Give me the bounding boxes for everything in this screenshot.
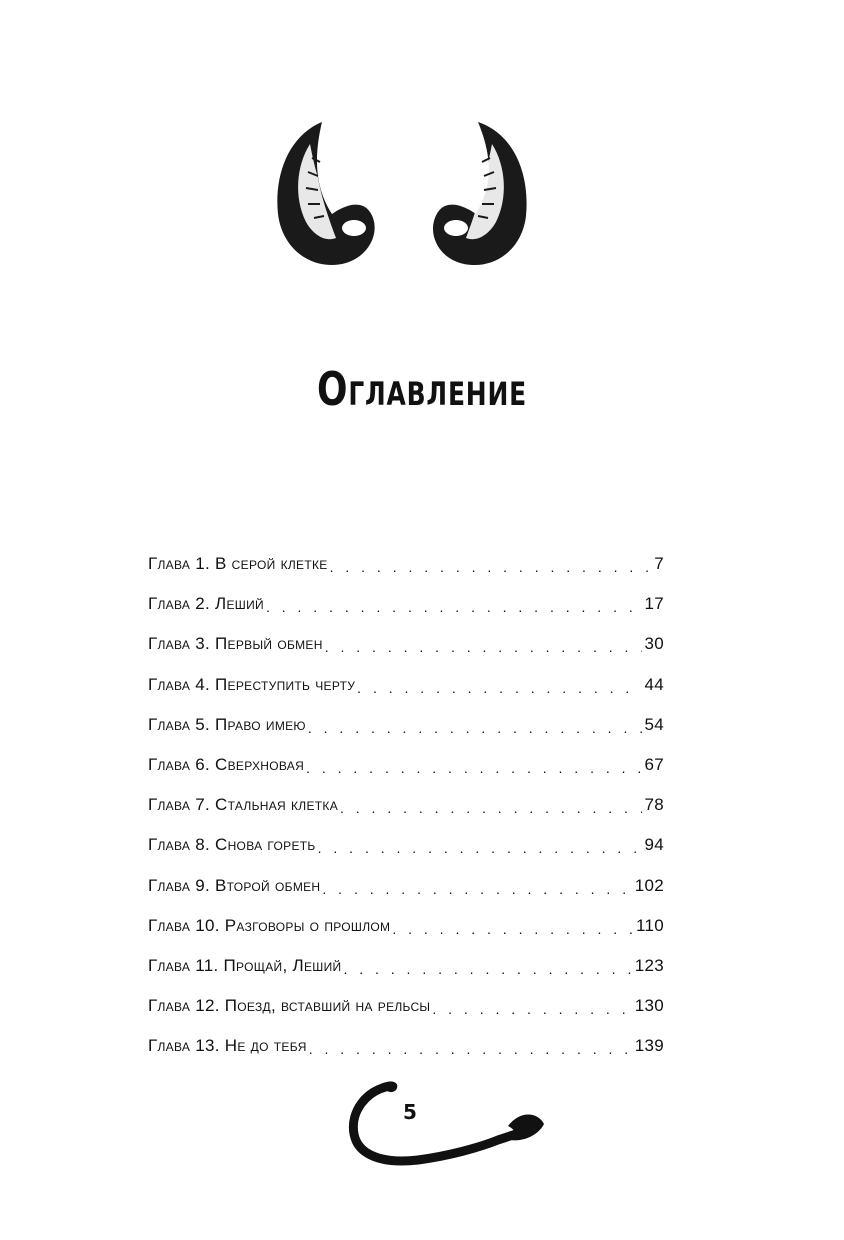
toc-entry-page: 54 xyxy=(644,714,664,734)
toc-entry[interactable] xyxy=(148,584,664,624)
toc-entry-label: Глава 10. Разговоры о прошлом xyxy=(148,915,391,935)
toc-entry[interactable] xyxy=(148,866,664,906)
devil-tail-icon xyxy=(348,1076,548,1168)
toc-leader-dots xyxy=(306,755,642,775)
horns-icon xyxy=(270,118,540,274)
toc-entry[interactable] xyxy=(148,624,664,664)
toc-entry-label: Глава 8. Снова гореть xyxy=(148,835,316,855)
toc-entry-page: 67 xyxy=(644,755,664,775)
toc-entry[interactable] xyxy=(148,785,664,825)
toc-entry-label: Глава 13. Не до тебя xyxy=(148,1036,307,1056)
toc-entry-label: Глава 7. Стальная клетка xyxy=(148,795,338,815)
toc-entry[interactable] xyxy=(148,986,664,1026)
toc-entry-page: 139 xyxy=(634,1036,664,1056)
toc-entry[interactable] xyxy=(148,906,664,946)
page-number: 5 xyxy=(403,1100,417,1124)
toc-entry-label: Глава 6. Сверхновая xyxy=(148,755,305,775)
toc-entry-page: 44 xyxy=(644,674,664,694)
toc-entry[interactable] xyxy=(148,544,664,584)
toc-entry-page: 110 xyxy=(635,915,664,935)
toc-entry-label: Глава 3. Первый обмен xyxy=(148,634,323,654)
toc-entry[interactable] xyxy=(148,745,664,785)
toc-entry[interactable] xyxy=(148,665,664,705)
page-title: Оглавление xyxy=(317,362,527,416)
toc-entry-label: Глава 5. Право имею xyxy=(148,714,306,734)
toc-entry-page: 94 xyxy=(644,835,664,855)
toc-entry-page: 123 xyxy=(634,955,664,975)
toc-leader-dots xyxy=(330,554,653,574)
toc-entry-label: Глава 11. Прощай, Леший xyxy=(148,955,342,975)
toc-entry[interactable] xyxy=(148,825,664,865)
toc-entry-label: Глава 2. Леший xyxy=(148,594,264,614)
toc-entry[interactable] xyxy=(148,1026,664,1066)
toc-leader-dots xyxy=(308,715,643,735)
toc-entry-page: 78 xyxy=(644,795,664,815)
toc-entry-label: Глава 12. Поезд, вставший на рельсы xyxy=(148,996,431,1016)
toc-entry-label: Глава 9. Второй обмен xyxy=(148,875,321,895)
toc-entry-page: 30 xyxy=(644,634,664,654)
toc-leader-dots xyxy=(343,956,632,976)
toc-leader-dots xyxy=(340,795,642,815)
toc-entry[interactable] xyxy=(148,705,664,745)
toc-leader-dots xyxy=(322,876,632,896)
toc-entry-page: 17 xyxy=(644,594,664,614)
toc-entry[interactable] xyxy=(148,946,664,986)
toc-leader-dots xyxy=(392,916,634,936)
toc-leader-dots xyxy=(266,594,643,614)
toc-leader-dots xyxy=(309,1036,633,1056)
toc-entry-page: 7 xyxy=(654,554,664,574)
toc-entry-page: 130 xyxy=(634,996,664,1016)
toc-leader-dots xyxy=(325,634,643,654)
table-of-contents xyxy=(148,544,664,1066)
toc-leader-dots xyxy=(357,675,642,695)
toc-entry-label: Глава 4. Переступить черту xyxy=(148,674,356,694)
toc-entry-page: 102 xyxy=(634,875,664,895)
toc-entry-label: Глава 1. В серой клетке xyxy=(148,554,328,574)
toc-leader-dots xyxy=(432,996,632,1016)
toc-leader-dots xyxy=(318,835,643,855)
